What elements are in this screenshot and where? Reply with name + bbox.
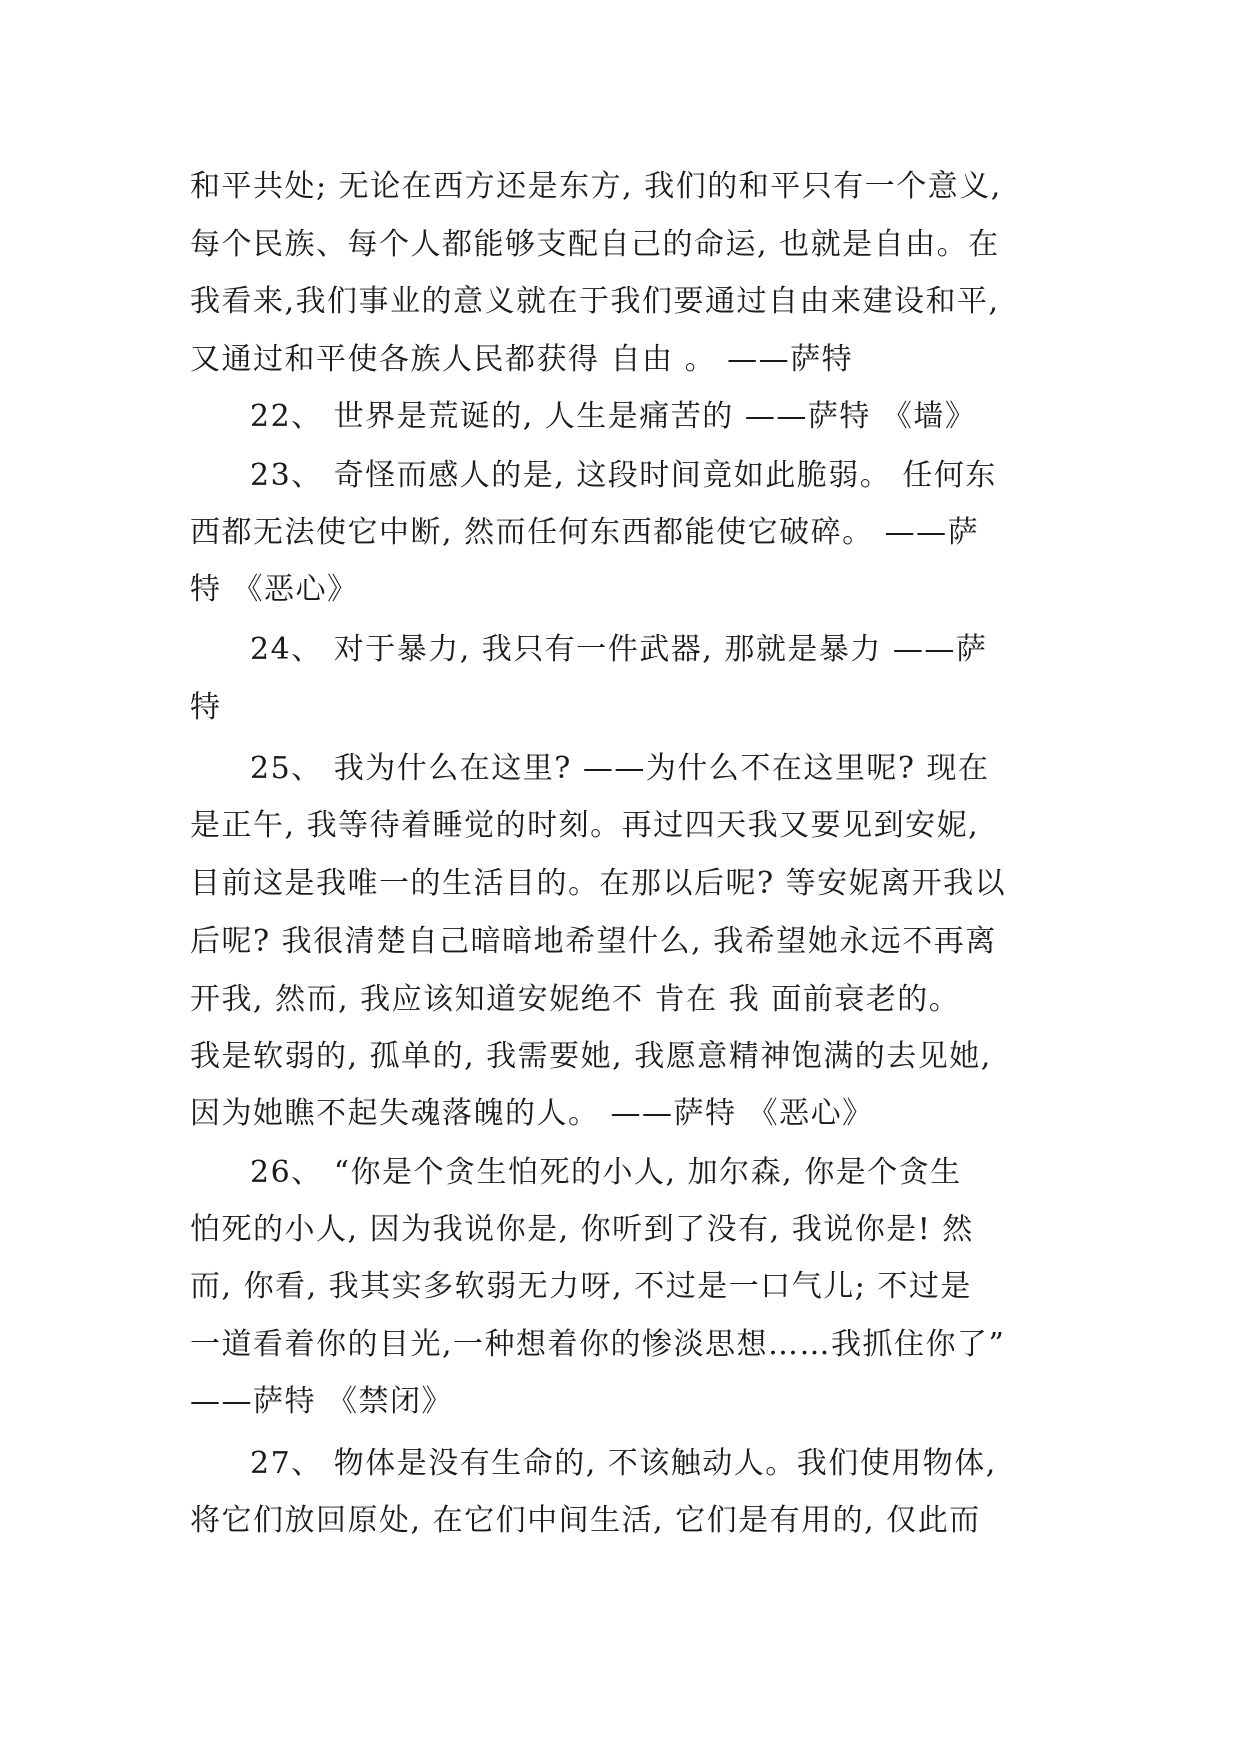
text-line: 将它们放回原处, 在它们中间生活, 它们是有用的, 仅此而: [190, 1503, 981, 1538]
text-line: 23、 奇怪而感人的是, 这段时间竟如此脆弱。 任何东: [250, 458, 997, 493]
text-line: 怕死的小人, 因为我说你是, 你听到了没有, 我说你是! 然: [190, 1212, 974, 1247]
text-line: 25、 我为什么在这里? ——为什么不在这里呢? 现在: [250, 751, 990, 786]
text-line: 后呢? 我很清楚自己暗暗地希望什么, 我希望她永远不再离: [190, 924, 997, 959]
text-line: 22、 世界是荒诞的, 人生是痛苦的 ——萨特 《墙》: [250, 399, 977, 434]
text-line: 因为她瞧不起失魂落魄的人。 ——萨特 《恶心》: [190, 1096, 874, 1131]
text-line: 特: [190, 690, 222, 725]
text-line: 特 《恶心》: [190, 572, 359, 607]
text-line: 是正午, 我等待着睡觉的时刻。再过四天我又要见到安妮,: [190, 808, 980, 843]
text-line: 和平共处; 无论在西方还是东方, 我们的和平只有一个意义,: [190, 169, 1002, 204]
text-line: 西都无法使它中断, 然而任何东西都能使它破碎。 ——萨: [190, 515, 980, 550]
text-line: 我是软弱的, 孤单的, 我需要她, 我愿意精神饱满的去见她,: [190, 1039, 992, 1074]
text-line: 26、 “你是个贪生怕死的小人, 加尔森, 你是个贪生: [250, 1155, 962, 1190]
text-line: 每个民族、每个人都能够支配自己的命运, 也就是自由。在: [190, 227, 1000, 262]
text-line: 目前这是我唯一的生活目的。在那以后呢? 等安妮离开我以: [190, 866, 1007, 901]
text-line: 24、 对于暴力, 我只有一件武器, 那就是暴力 ——萨: [250, 632, 988, 667]
text-line: ——萨特 《禁闭》: [190, 1384, 454, 1419]
text-line: 又通过和平使各族人民都获得 自由 。 ——萨特: [190, 342, 854, 377]
text-line: 一道看着你的目光,一种想着你的惨淡思想……我抓住你了”: [190, 1327, 1006, 1362]
text-line: 开我, 然而, 我应该知道安妮绝不 肯在 我 面前衰老的。: [190, 982, 961, 1017]
text-line: 而, 你看, 我其实多软弱无力呀, 不过是一口气儿; 不过是: [190, 1269, 972, 1304]
text-line: 27、 物体是没有生命的, 不该触动人。我们使用物体,: [250, 1446, 997, 1481]
text-line: 我看来,我们事业的意义就在于我们要通过自由来建设和平,: [190, 284, 1000, 319]
